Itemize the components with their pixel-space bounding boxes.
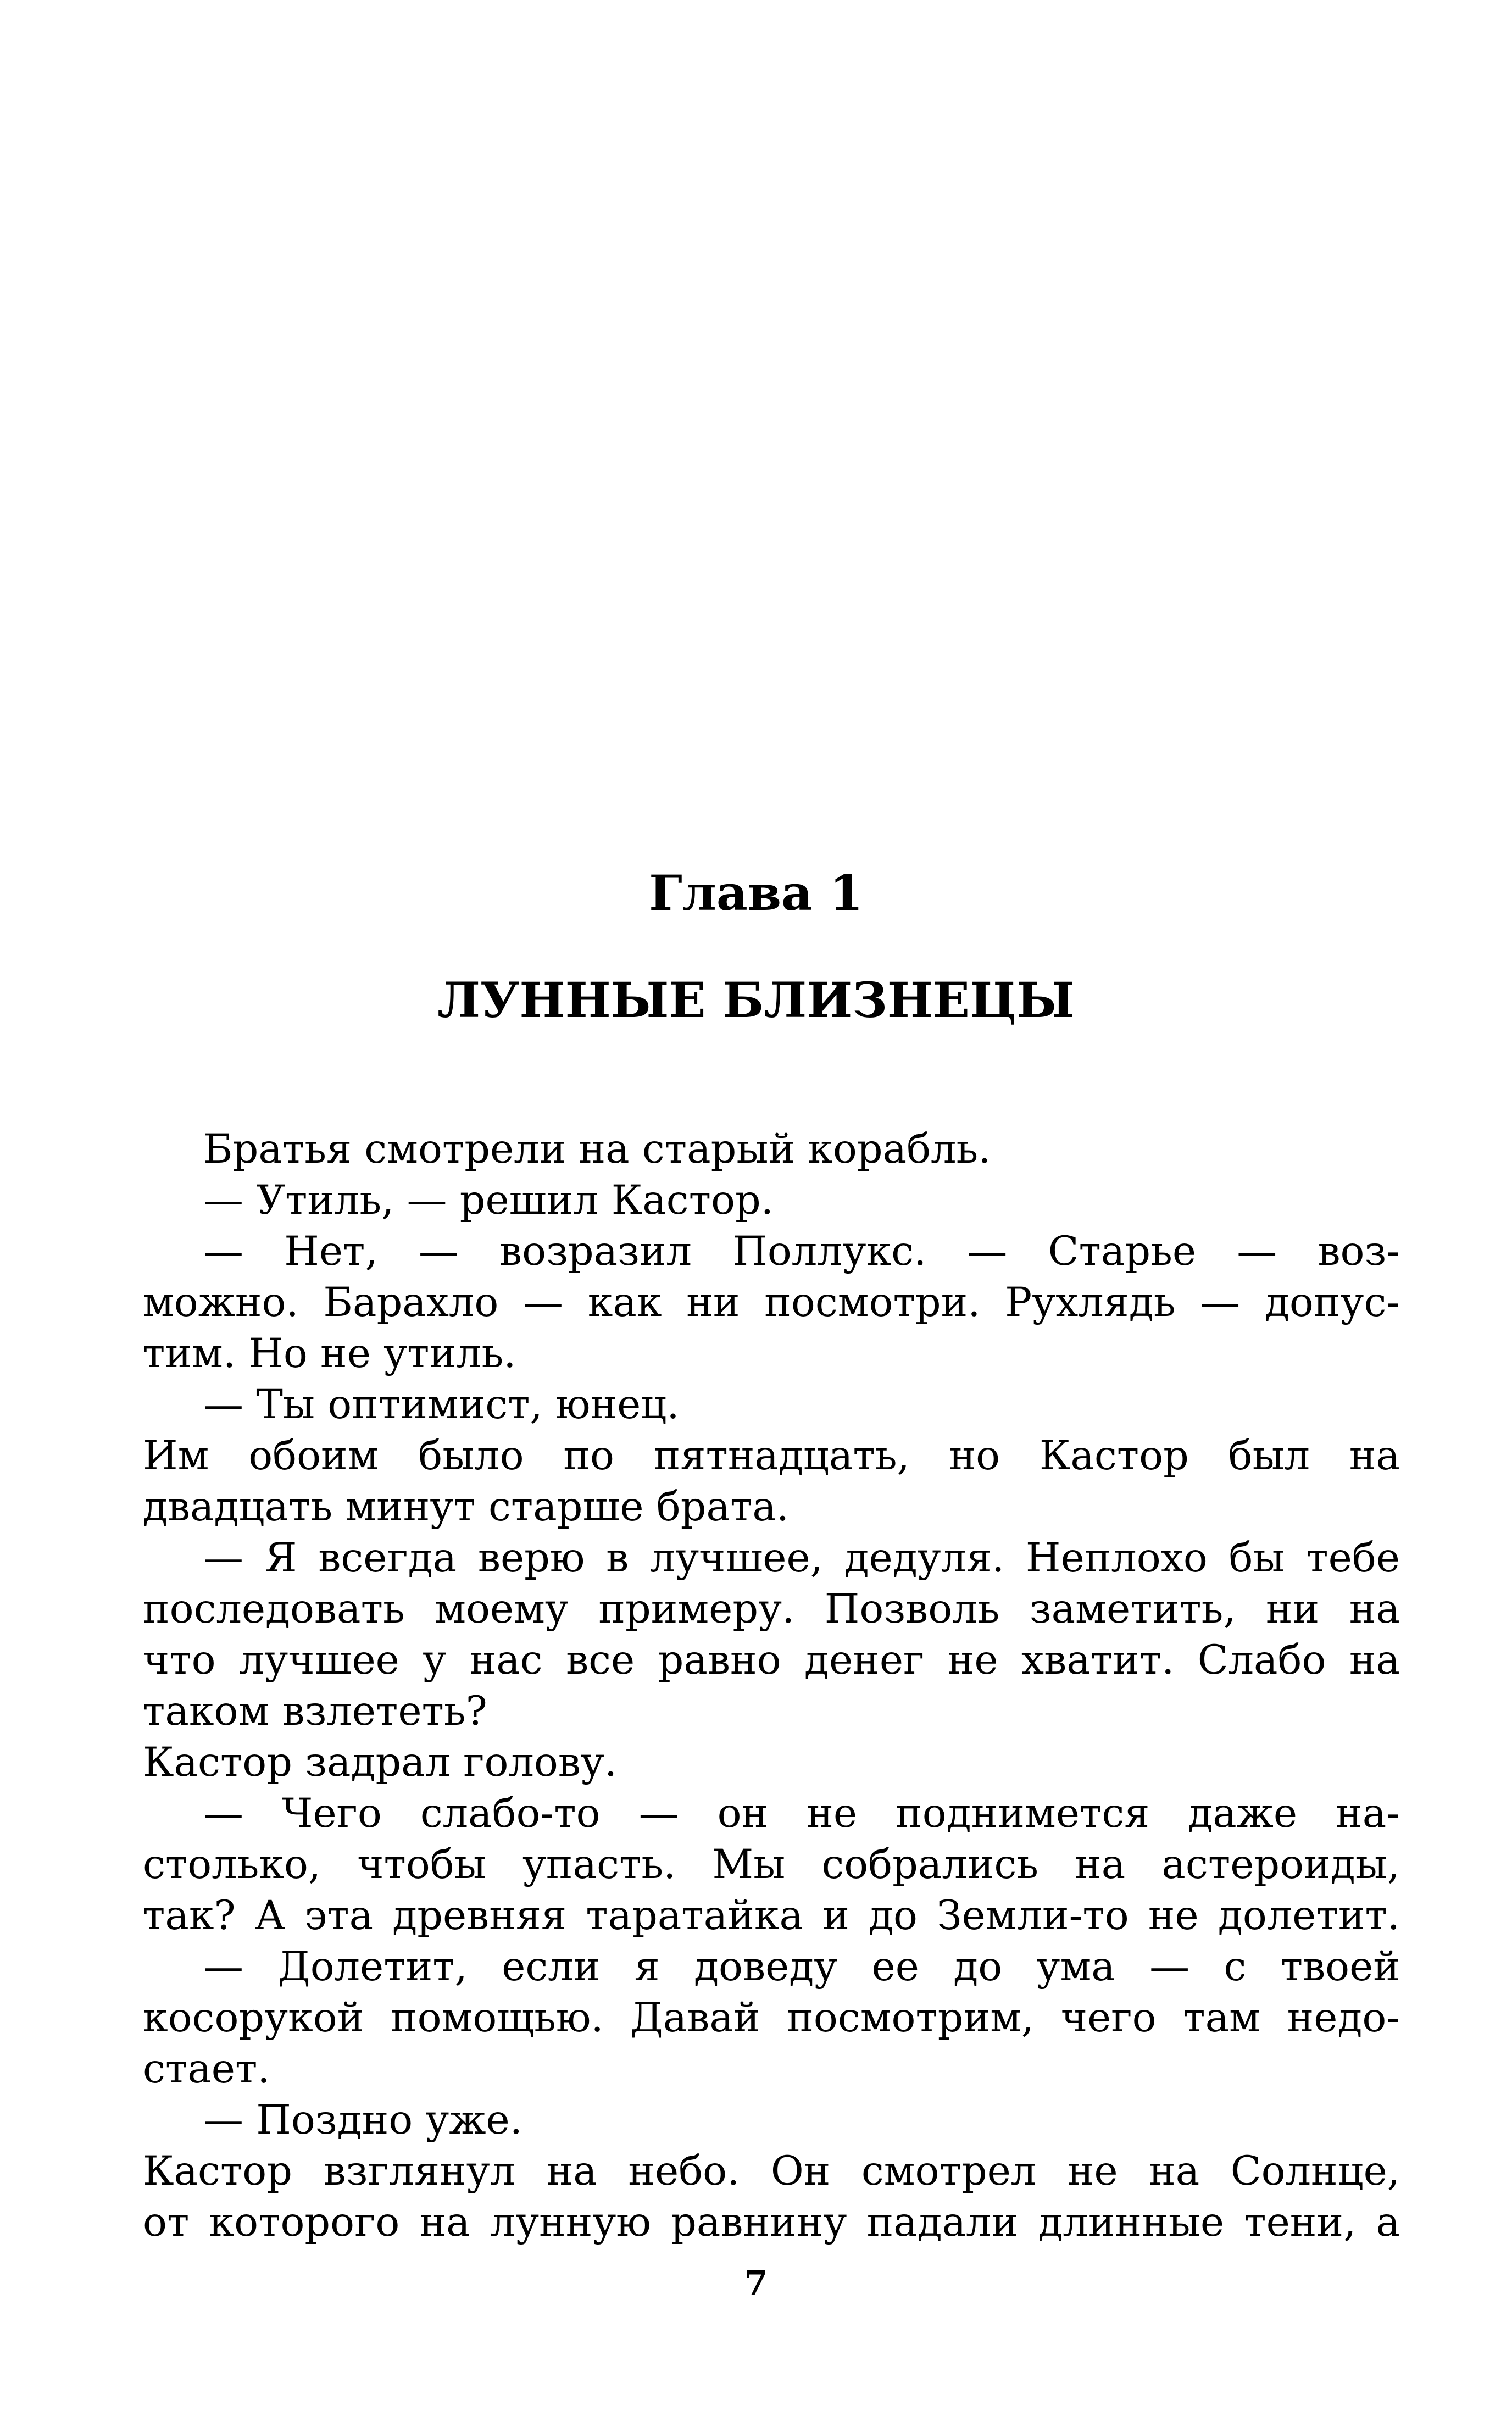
body-text <box>143 1124 1400 2248</box>
text-line: — Нет, — возразил Поллукс. — Старье — воз- <box>203 1228 1400 1275</box>
text-line: двадцать минут старше брата. <box>143 1484 790 1530</box>
text-line: так? А эта древняя таратайка и до Земли-то не долетит. <box>143 1892 1400 1939</box>
text-line: тим. Но не утиль. <box>143 1330 516 1377</box>
text-line: можно. Барахло — как ни посмотри. Рухлядь — допус- <box>143 1279 1400 1326</box>
text-line: Им обоим было по пятнадцать, но Кастор был на <box>143 1432 1400 1479</box>
page-number: 7 <box>744 2263 768 2303</box>
text-line: что лучшее у нас все равно денег не хватит. Слабо на <box>143 1637 1400 1684</box>
text-line: Братья смотрели на старый корабль. <box>203 1126 991 1173</box>
text-line: — Долетит, если я доведу ее до ума — с твоей <box>203 1943 1400 1990</box>
chapter-number: Глава 1 <box>649 864 863 921</box>
text-line: последовать моему примеру. Позволь заметить, ни на <box>143 1586 1400 1632</box>
text-line: столько, чтобы упасть. Мы собрались на астероиды, <box>143 1841 1400 1888</box>
text-line: стает. <box>143 2046 270 2092</box>
text-line: таком взлететь? <box>143 1688 487 1735</box>
text-line: — Чего слабо-то — он не поднимется даже на- <box>203 1790 1400 1837</box>
text-line: — Поздно уже. <box>203 2097 522 2143</box>
chapter-title: ЛУННЫЕ БЛИЗНЕЦЫ <box>437 971 1075 1029</box>
text-line: от которого на лунную равнину падали длинные тени, а <box>143 2199 1400 2246</box>
text-line: косорукой помощью. Давай посмотрим, чего там недо- <box>143 1995 1400 2041</box>
text-line: Кастор взглянул на небо. Он смотрел не на Солнце, <box>143 2148 1400 2195</box>
text-line: — Ты оптимист, юнец. <box>203 1381 680 1428</box>
text-line: Кастор задрал голову. <box>143 1739 618 1786</box>
text-line: — Утиль, — решил Кастор. <box>203 1177 774 1224</box>
text-line: — Я всегда верю в лучшее, дедуля. Неплохо бы тебе <box>203 1535 1400 1581</box>
